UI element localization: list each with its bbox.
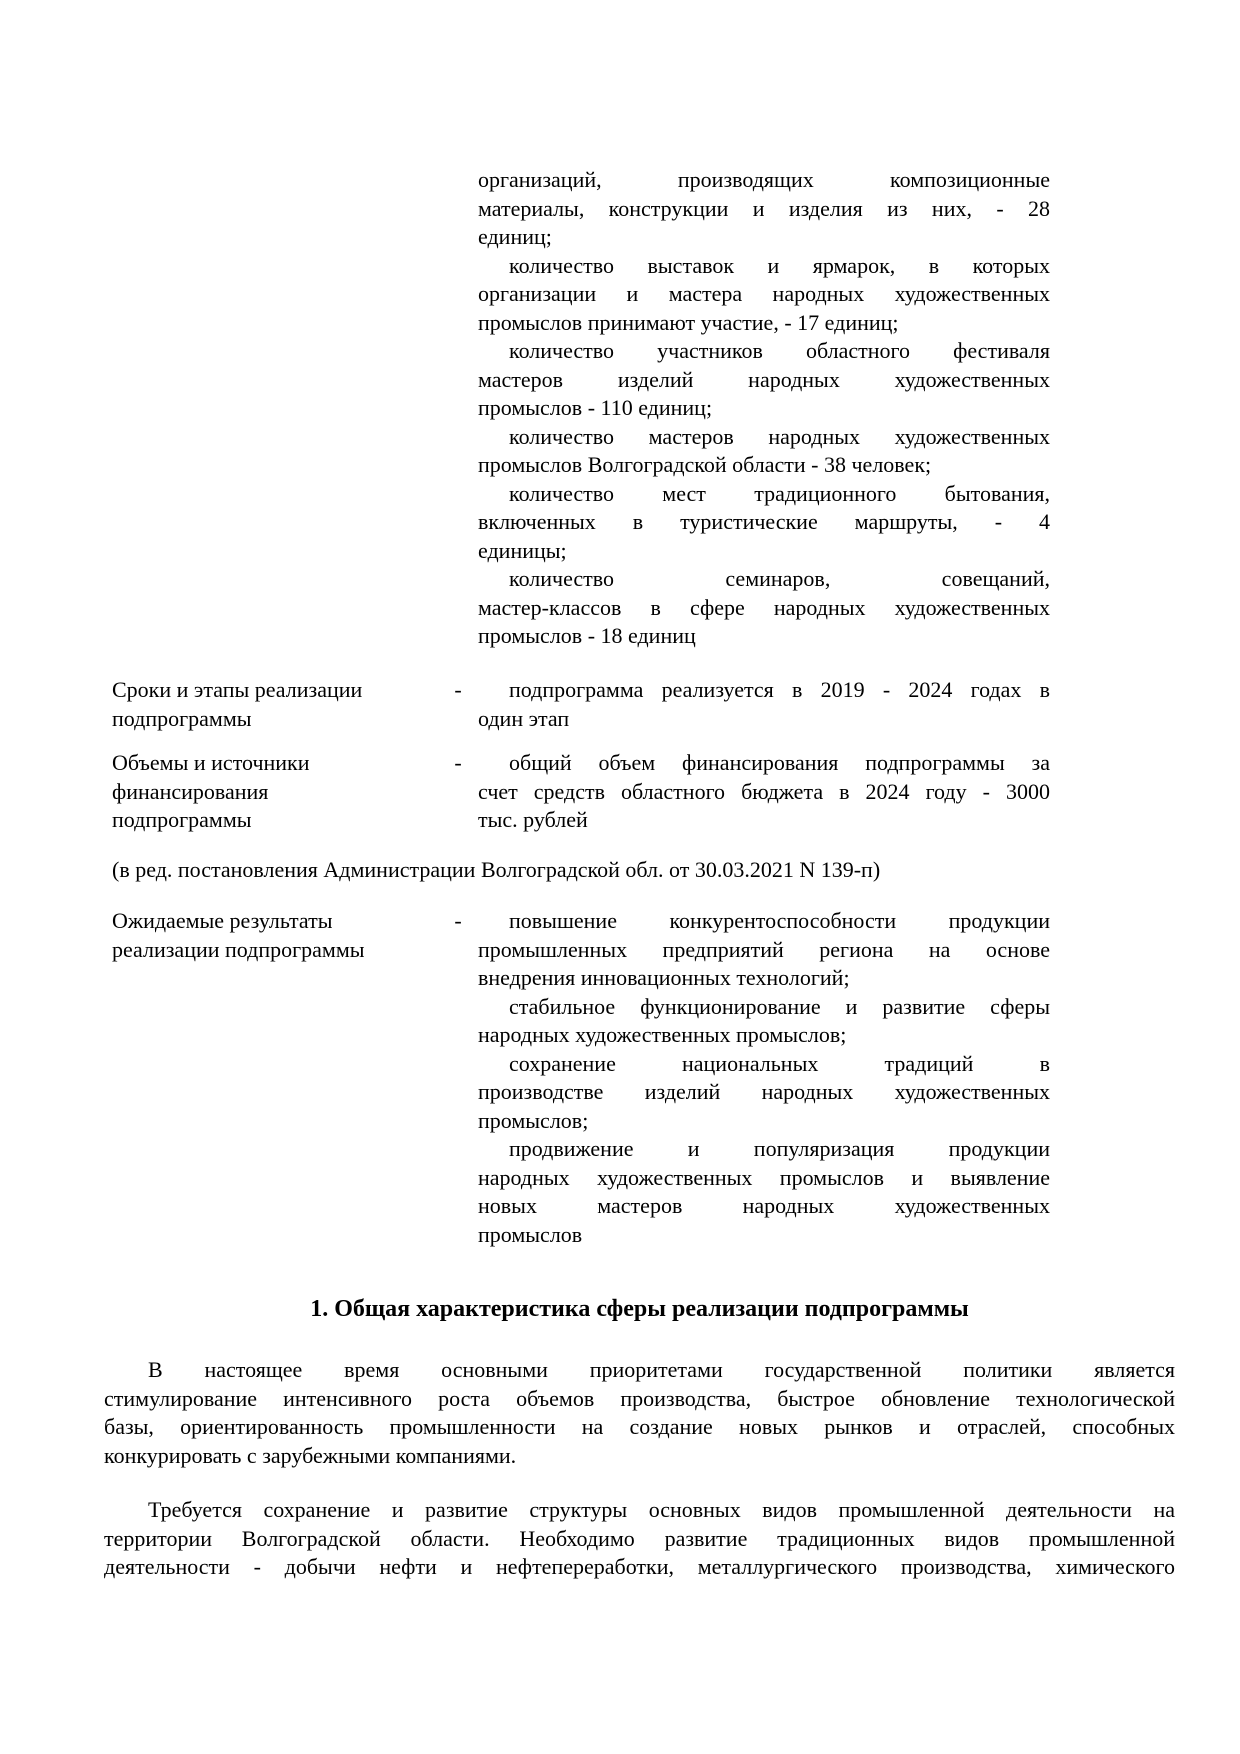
row-dash: - [454, 677, 462, 702]
passport-intro-block [478, 166, 1050, 651]
row-content-line: счет средств областного бюджета в 2024 году - 3000 [478, 778, 1050, 804]
row-content-line: внедрения инновационных технологий; [478, 965, 850, 990]
row-content-line: промыслов [478, 1221, 583, 1247]
passport-intro-line: промыслов принимают участие, - 17 единиц; [478, 309, 899, 335]
row-label-line: Объемы и источники [112, 750, 310, 775]
row-content-line: тыс. рублей [478, 807, 588, 832]
passport-intro-line: промыслов Волгоградской области - 38 человек; [478, 452, 932, 477]
section-heading: 1. Общая характеристика сферы реализации подпрограммы [310, 1296, 969, 1322]
row-content-line: промыслов; [478, 1107, 589, 1133]
body-paragraph [104, 1356, 1175, 1470]
row-label-line: финансирования [112, 778, 269, 804]
body-paragraph [104, 1496, 1175, 1582]
passport-intro-line: мастеров изделий народных художественных [478, 366, 1050, 392]
row-content [478, 676, 1050, 733]
row-label-line: подпрограммы [112, 705, 252, 731]
row-content-line: повышение конкурентоспособности продукции [509, 908, 1050, 933]
passport-intro-line: количество выставок и ярмарок, в которых [509, 252, 1050, 278]
passport-intro-line: промыслов - 18 единиц [478, 623, 696, 648]
passport-intro-line: материалы, конструкции и изделия из них, - 28 [478, 195, 1050, 221]
passport-row-terms [0, 676, 1240, 733]
body-line: В настоящее время основными приоритетами государственной политики является [148, 1357, 1175, 1382]
row-label-line: Ожидаемые результаты [112, 908, 333, 933]
row-content-line: народных художественных промыслов и выявление [478, 1164, 1050, 1190]
passport-row-results [0, 907, 1240, 1249]
body-line: территории Волгоградской области. Необходимо развитие традиционных видов промышленной [104, 1525, 1175, 1551]
passport-intro-line: организаций, производящих композиционные [478, 167, 1050, 192]
passport-intro-line: количество мастеров народных художественных [509, 423, 1050, 449]
passport-intro-line: промыслов - 110 единиц; [478, 395, 713, 420]
passport-intro-line: включенных в туристические маршруты, - 4 [478, 509, 1050, 534]
row-label-line: реализации подпрограммы [112, 936, 365, 962]
body-line: Требуется сохранение и развитие структуры основных видов промышленной деятельности на [148, 1497, 1175, 1522]
row-dash: - [454, 750, 462, 775]
passport-intro-line: единиц; [478, 224, 552, 249]
body-line: базы, ориентированность промышленности на создание новых рынков и отраслей, способных [104, 1414, 1175, 1439]
row-label-line: подпрограммы [112, 807, 252, 832]
body-line: конкурировать с зарубежными компаниями. [104, 1442, 517, 1468]
row-content-line: подпрограмма реализуется в 2019 - 2024 годах в [509, 677, 1050, 702]
row-content-line: новых мастеров народных художественных [478, 1193, 1050, 1218]
row-content [478, 907, 1050, 1249]
row-content-line: общий объем финансирования подпрограммы за [509, 750, 1050, 775]
row-content-line: промышленных предприятий региона на основе [478, 936, 1050, 962]
passport-intro-line: количество участников областного фестиваля [509, 338, 1050, 363]
passport-intro-line: мастер-классов в сфере народных художественных [478, 594, 1050, 620]
row-label [112, 676, 438, 733]
passport-row-funding [0, 749, 1240, 835]
row-label-line: Сроки и этапы реализации [112, 677, 363, 702]
row-label [112, 749, 438, 835]
body-line: стимулирование интенсивного роста объемов производства, быстрое обновление технологической [104, 1385, 1175, 1411]
passport-intro-line: количество семинаров, совещаний, [509, 566, 1050, 591]
passport-intro-line: единицы; [478, 537, 567, 563]
amendment-note: (в ред. постановления Администрации Волгоградской обл. от 30.03.2021 N 139-п) [112, 857, 881, 882]
row-content-line: сохранение национальных традиций в [509, 1050, 1050, 1076]
row-content-line: народных художественных промыслов; [478, 1022, 847, 1047]
row-label [112, 907, 438, 964]
row-dash: - [454, 908, 462, 933]
row-content-line: производстве изделий народных художественных [478, 1079, 1050, 1104]
row-content-line: один этап [478, 705, 570, 731]
row-content [478, 749, 1050, 835]
row-content-line: продвижение и популяризация продукции [509, 1136, 1050, 1161]
passport-intro-line: количество мест традиционного бытования, [509, 480, 1050, 506]
passport-intro-line: организации и мастера народных художественных [478, 281, 1050, 306]
row-content-line: стабильное функционирование и развитие сферы [509, 993, 1050, 1019]
body-line: деятельности - добычи нефти и нефтепереработки, металлургического производства, химического [104, 1554, 1175, 1579]
